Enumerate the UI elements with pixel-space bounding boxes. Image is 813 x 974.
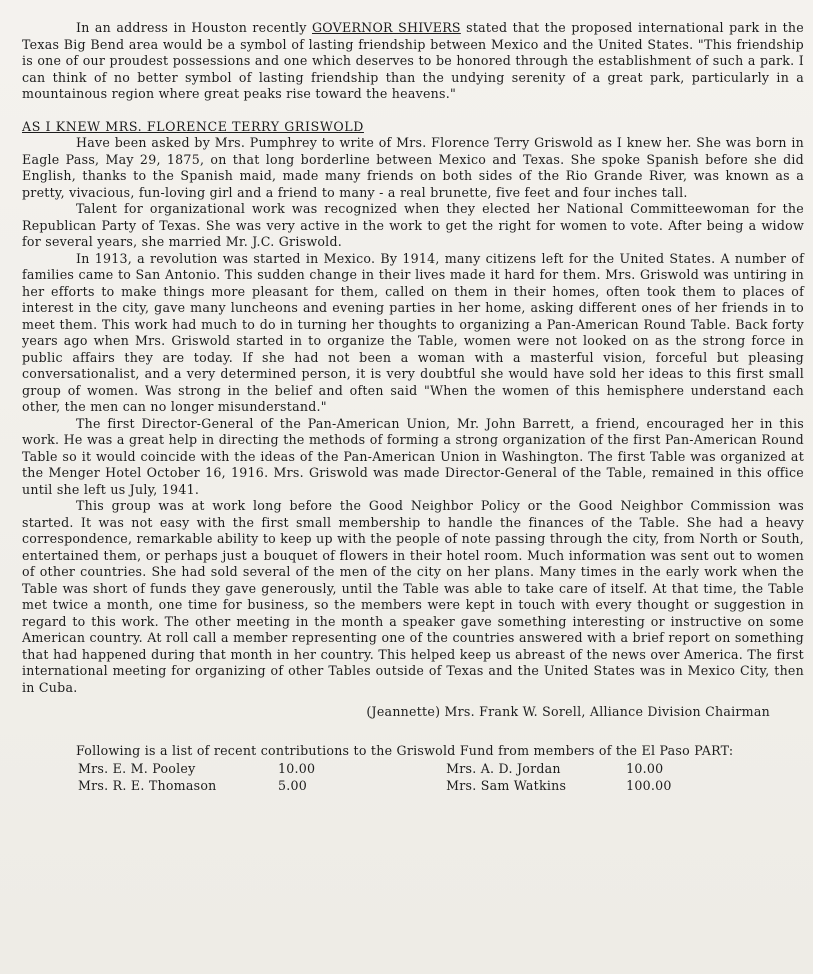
signature-line: (Jeannette) Mrs. Frank W. Sorell, Alliance Division Chairman [366,704,770,719]
intro-paragraph [22,20,804,103]
paragraph-director-general: The first Director-General of the Pan-American Union, Mr. John Barrett, a friend, encouraged her in this work. He was a great help in directing the methods of forming a strong organization of the first Pan-American Round Table so it would coincide with the ideas of the Pan-American Union in Washington. The first Table was organized at the Menger Hotel October 16, 1916. Mrs. Griswold was made Director-General of the Table, remained in this office until she left us July, 1941. [22,415,804,497]
intro-text-rest: stated that the proposed international park in the Texas Big Bend area would be a symbol of lasting friendship between Mexico and the United States. "This friendship is one of our proudest possessions and one which deserves to be honored through the establishment of such a park. I can think of no better symbol of lasting friendship than the undying serenity of a great park, particularly in a mountainous region where great peaks rise toward the heavens." [22,20,804,101]
governor-name: GOVERNOR SHIVERS [312,20,461,35]
donor-row [446,778,804,795]
donor-column-left [22,761,390,794]
donor-name: Mrs. R. E. Thomason [78,777,217,793]
donor-name: Mrs. Sam Watkins [446,777,567,793]
intro-text-start: In an address in Houston recently [76,20,312,35]
donor-amount: 100.00 [626,777,672,793]
document-body [22,20,804,794]
paragraph-good-neighbor: This group was at work long before the Good Neighbor Policy or the Good Neighbor Commission was started. It was not easy with the first small membership to handle the finances of the Table. She had a heavy correspondence, remarkable ability to keep up with the people of note passing through the city, from North or South, entertained them, or perhaps just a bouquet of flowers in their hotel room. Much information was sent out to women of other countries. She had sold several of the men of the city on her plans. Many times in the early work when the Table was short of funds they gave generously, until the Table was able to take care of itself. At that time, the Table met twice a month, one time for business, so the members were kept in touch with every thought or suggestion in regard to this work. The other meeting in the month a speaker gave something interesting or instructive on some American country. At roll call a member representing one of the countries answered with a brief report on something that had happened during that month in her country. This helped keep us abreast of the news over America. The first international meeting for organizing of other Tables outside of Texas and the United States was in Mexico City, then in Cuba. [22,498,804,695]
donor-amount: 5.00 [278,777,308,793]
donor-row [78,761,390,778]
donor-amount: 10.00 [278,761,316,776]
contributions-intro: Following is a list of recent contributions to the Griswold Fund from members of the El Paso PART: [76,742,734,758]
paragraph-talent: Talent for organizational work was recognized when they elected her National Committeewoman for the Republican Party of Texas. She was very active in the work to get the right for women to vote. After being a widow for several years, she married Mr. J.C. Griswold. [22,201,804,249]
donor-list [22,761,804,794]
paragraph-revolution: In 1913, a revolution was started in Mexico. By 1914, many citizens left for the United States. A number of families came to San Antonio. This sudden change in their lives made it hard for them. Mrs. Griswold was untiring in her efforts to make things more pleasant for them, called on them in their homes, often took them to places of interest in the city, gave many luncheons and evening parties in her home, asking different ones of her friends in to meet them. This work had much to do in turning her thoughts to organizing a Pan-American Round Table. Back forty years ago when Mrs. Griswold started in to organize the Table, women were not looked on as the strong force in public affairs they are today. If she had not been a woman with a masterful vision, forceful but pleasing conversationalist, and a very determined person, it is very doubtful she would have sold her ideas to this first small group of women. Was strong in the belief and often said "When the women of this hemisphere understand each other, the men can no longer misunderstand." [22,250,804,414]
donor-amount: 10.00 [626,761,664,776]
donor-row [446,761,804,778]
donor-name: Mrs. E. M. Pooley [78,761,196,776]
paragraph-birth: Have been asked by Mrs. Pumphrey to write of Mrs. Florence Terry Griswold as I knew her. She was born in Eagle Pass, May 29, 1875, on that long borderline between Mexico and Texas. She spoke Spanish before she did English, thanks to the Spanish maid, made many friends on both sides of the Rio Grande River, was known as a pretty, vivacious, fun-loving girl and a friend to many - a real brunette, five feet and four inches tall. [22,135,804,200]
donor-column-right [390,761,804,794]
section-heading: AS I KNEW MRS. FLORENCE TERRY GRISWOLD [22,118,364,134]
donor-name: Mrs. A. D. Jordan [446,761,561,776]
donor-row [78,778,390,795]
